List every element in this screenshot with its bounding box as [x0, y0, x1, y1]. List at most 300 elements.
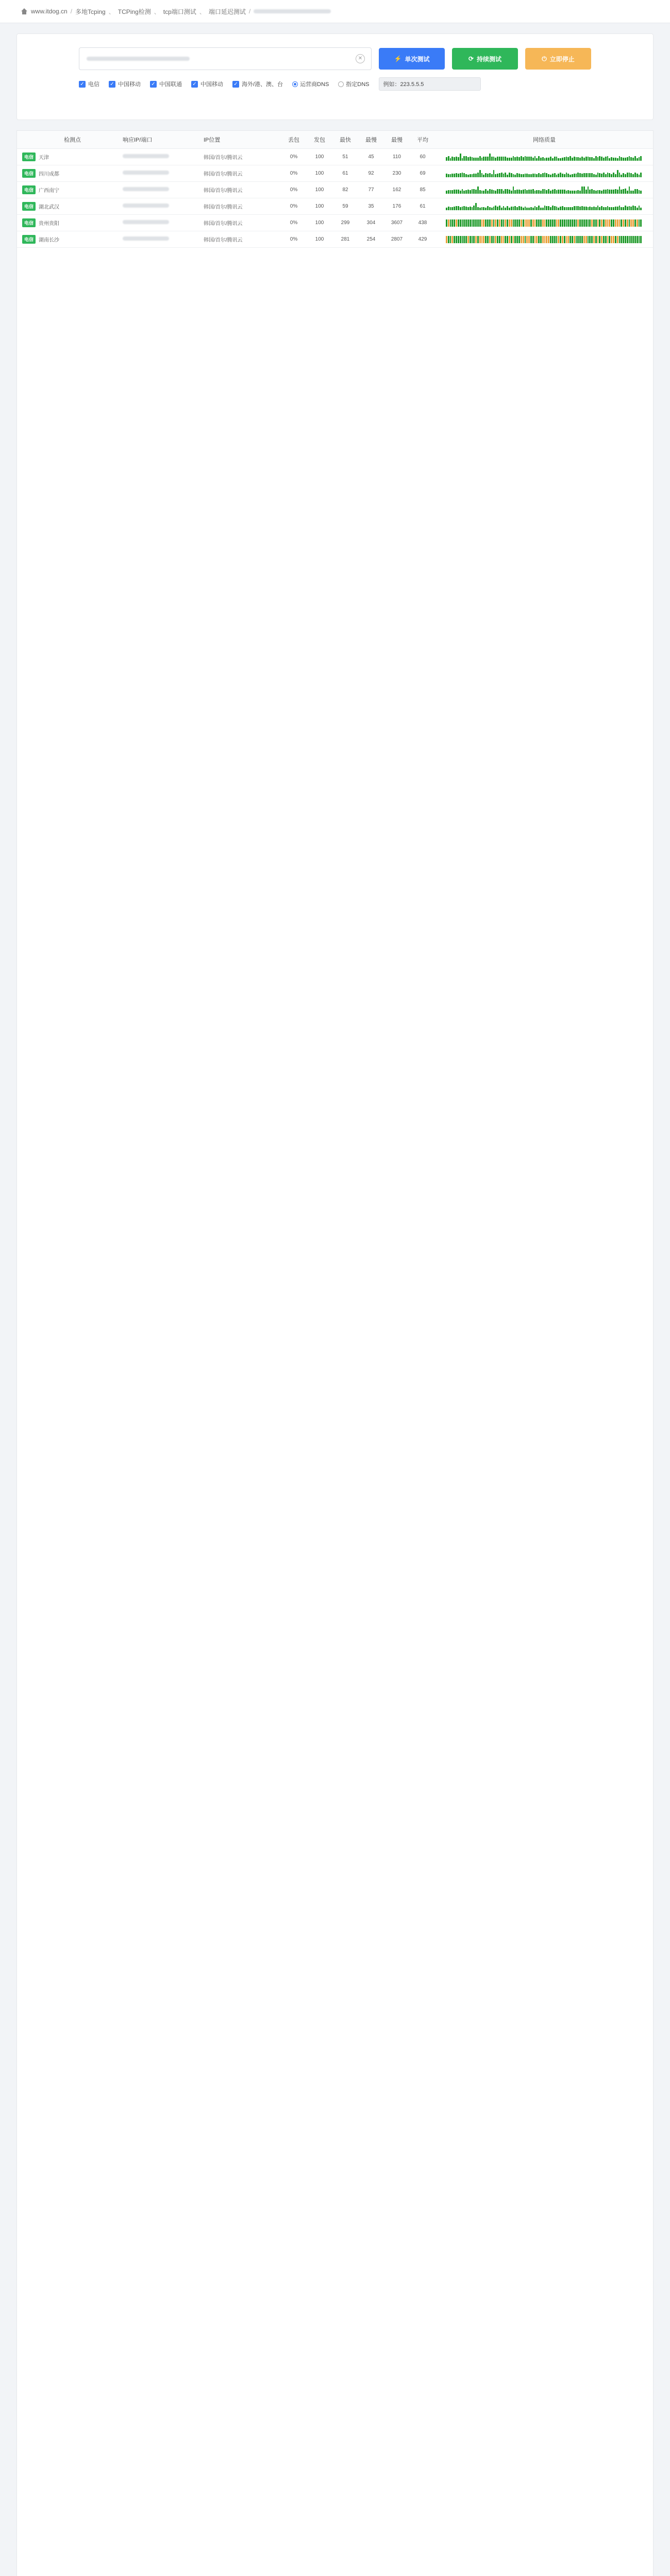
quality-bar — [493, 170, 495, 177]
quality-bar — [558, 208, 559, 210]
breadcrumb-item[interactable]: TCPing检测 — [118, 8, 151, 15]
quality-bar — [554, 157, 556, 160]
quality-bar — [521, 236, 522, 243]
quality-bar — [511, 173, 512, 177]
table-row — [17, 198, 653, 215]
quality-bar — [611, 236, 612, 243]
check-unicom[interactable]: ✓ 中国联通 — [150, 80, 182, 88]
quality-bar — [507, 158, 508, 160]
quality-bar — [513, 207, 514, 210]
quality-bar — [619, 173, 621, 177]
check-overseas[interactable]: ✓ 海外/港、澳、台 — [232, 80, 283, 88]
quality-bar — [503, 206, 505, 210]
quality-bar — [516, 236, 518, 243]
quality-bar — [627, 207, 628, 210]
quality-bar — [521, 156, 522, 160]
quality-bar — [589, 207, 591, 210]
quality-bar — [601, 174, 602, 177]
quality-bar — [566, 207, 567, 210]
node-cell — [17, 235, 123, 244]
quality-bar — [579, 173, 581, 177]
quality-bar — [472, 174, 473, 177]
col-average: 平均 — [417, 137, 428, 143]
quality-bar — [501, 173, 502, 177]
quality-bar — [467, 175, 469, 177]
fastest-cell: 281 — [341, 236, 350, 242]
quality-bar — [599, 236, 600, 243]
quality-bar — [503, 191, 505, 194]
quality-bar — [487, 236, 489, 243]
quality-bar — [562, 174, 563, 177]
quality-bar — [467, 190, 469, 194]
quality-bar — [566, 191, 567, 193]
refresh-icon: ⟳ — [468, 55, 474, 62]
quality-bar — [513, 236, 514, 243]
quality-bar — [634, 189, 636, 193]
quality-bar — [558, 236, 559, 243]
quality-bar — [507, 219, 508, 227]
quality-bar — [548, 236, 549, 243]
quality-bar — [603, 190, 605, 193]
quality-bar — [523, 236, 524, 243]
quality-bar — [451, 236, 453, 243]
quality-bar — [497, 219, 498, 227]
quality-bar — [448, 156, 449, 160]
quality-bar — [473, 236, 475, 243]
quality-bar — [597, 157, 599, 160]
quality-bar — [615, 207, 616, 210]
quality-bar — [619, 206, 621, 210]
quality-bar — [477, 219, 479, 227]
quality-bar — [607, 156, 609, 160]
quality-bar — [591, 207, 593, 210]
quality-bar — [470, 219, 471, 227]
quality-bar — [560, 173, 561, 177]
quality-bar — [530, 157, 532, 160]
quality-bar — [640, 219, 642, 227]
quality-bar — [514, 206, 516, 210]
breadcrumb-item[interactable]: 端口延迟测试 — [208, 8, 246, 15]
continuous-test-button[interactable]: ⟳ 持续测试 — [452, 48, 518, 70]
loss-cell: 0% — [290, 187, 298, 193]
node-name: 四川成都 — [39, 172, 60, 177]
quality-bar — [499, 206, 500, 210]
quality-bar — [567, 236, 569, 243]
quality-bar — [530, 236, 532, 243]
quality-bar — [572, 219, 573, 227]
radio-default-dns[interactable]: 运营商DNS — [292, 80, 329, 88]
quality-bar — [503, 219, 505, 227]
quality-bar — [550, 207, 551, 210]
check-mobile-2[interactable]: ✓ 中国移动 — [191, 80, 223, 88]
quality-bar — [483, 157, 484, 161]
quality-bar — [465, 236, 467, 243]
quality-bar — [569, 191, 571, 193]
quality-bar — [448, 190, 449, 194]
quality-bar — [560, 236, 561, 243]
quality-bar — [603, 158, 605, 160]
ip-blurred — [123, 236, 169, 241]
quality-bar — [473, 174, 475, 177]
quality-bar — [585, 236, 587, 243]
quality-bar — [525, 236, 526, 243]
quality-bar — [544, 173, 546, 177]
breadcrumb-item[interactable]: tcp端口测试 — [163, 8, 196, 15]
quality-bar — [607, 189, 609, 193]
quality-bar — [534, 206, 536, 210]
quality-bar — [548, 206, 549, 210]
quality-bar — [599, 219, 600, 227]
quality-bar — [465, 190, 467, 193]
radio-custom-dns[interactable]: 指定DNS — [338, 80, 369, 88]
breadcrumb-sep: 、 — [199, 8, 206, 15]
node-cell — [17, 218, 123, 227]
quality-bar — [458, 157, 459, 160]
quality-bar — [467, 157, 469, 160]
ip-blurred — [123, 187, 169, 191]
quality-bar — [526, 190, 528, 193]
quality-bar — [574, 157, 575, 160]
quality-bar — [503, 174, 505, 177]
quality-bar — [627, 219, 628, 227]
quality-bar — [630, 173, 632, 177]
quality-bar — [562, 158, 563, 160]
quality-bar — [567, 219, 569, 227]
quality-bar — [454, 157, 455, 161]
quality-bar — [554, 219, 556, 227]
quality-bar — [588, 219, 589, 227]
quality-bar — [574, 236, 575, 243]
quality-bar — [630, 236, 632, 243]
quality-bar — [521, 219, 522, 227]
quality-sparkline — [446, 203, 643, 210]
quality-bar — [609, 173, 610, 177]
quality-bar — [536, 190, 538, 193]
quality-bar — [552, 236, 554, 243]
ip-cell — [123, 236, 204, 242]
quality-bar — [491, 208, 493, 210]
quality-bar — [607, 219, 609, 227]
quality-bar — [611, 207, 612, 210]
checkbox-icon: ✓ — [109, 81, 115, 88]
quality-bar — [613, 190, 614, 194]
quality-bar — [485, 157, 487, 160]
quality-bar — [550, 191, 551, 194]
quality-bar — [550, 157, 551, 161]
quality-bar — [460, 207, 461, 210]
quality-bar — [629, 219, 630, 227]
quality-bar — [632, 206, 634, 210]
fastest-cell: 59 — [342, 204, 348, 209]
quality-bar — [576, 174, 577, 177]
quality-bar — [446, 191, 447, 194]
quality-bar — [540, 191, 542, 194]
quality-bar — [572, 174, 573, 177]
quality-bar — [617, 219, 618, 227]
quality-bar — [593, 174, 595, 177]
quality-bar — [475, 219, 477, 227]
check-mobile[interactable]: ✓ 中国移动 — [109, 80, 141, 88]
quality-bar — [532, 219, 534, 227]
quality-bar — [513, 156, 514, 160]
quality-bar — [593, 190, 595, 194]
quality-bar — [493, 219, 495, 227]
quality-bar — [627, 191, 628, 194]
quality-bar — [481, 173, 483, 177]
quality-bar — [501, 157, 502, 160]
quality-bar — [576, 191, 577, 194]
quality-bar — [552, 206, 554, 210]
quality-sparkline — [446, 236, 643, 243]
quality-bar — [509, 236, 510, 243]
check-telecom[interactable]: ✓ 电信 — [79, 80, 99, 88]
quality-bar — [623, 173, 624, 177]
quality-bar — [564, 157, 565, 161]
quality-bar — [585, 219, 587, 227]
breadcrumb-sep: / — [248, 8, 251, 15]
slowest-2-cell: 176 — [392, 204, 401, 209]
quality-bar — [585, 157, 587, 161]
quality-bar — [567, 190, 569, 194]
quality-bar — [465, 174, 467, 177]
quality-bar — [479, 170, 481, 177]
quality-bar — [505, 208, 506, 210]
table-row — [17, 182, 653, 198]
quality-bar — [528, 157, 530, 161]
quality-bar — [619, 187, 621, 194]
quality-bar — [448, 174, 449, 177]
target-input[interactable] — [79, 47, 372, 70]
quality-bar — [609, 219, 610, 227]
quality-bar — [562, 219, 563, 227]
quality-bar — [617, 170, 618, 177]
quality-bar — [579, 236, 581, 243]
quality-bar — [544, 206, 546, 210]
quality-bar — [481, 158, 483, 161]
isp-badge: 电信 — [22, 202, 36, 211]
quality-bar — [516, 219, 518, 227]
quality-bar — [513, 219, 514, 227]
quality-bar — [589, 173, 591, 177]
quality-bar — [569, 175, 571, 177]
quality-bar — [632, 174, 634, 177]
quality-bar — [577, 173, 579, 177]
breadcrumb-item[interactable]: 多地Tcping — [75, 8, 106, 15]
quality-bar — [619, 156, 621, 160]
quality-bar — [588, 236, 589, 243]
quality-bar — [542, 236, 544, 243]
quality-bar — [507, 206, 508, 210]
quality-bar — [629, 236, 630, 243]
quality-bar — [446, 157, 447, 161]
quality-bar — [501, 219, 502, 227]
quality-bar — [495, 191, 496, 193]
quality-bar — [603, 173, 605, 177]
quality-bar — [462, 207, 463, 210]
quality-bar — [536, 158, 538, 161]
quality-bar — [528, 219, 530, 227]
quality-bar — [595, 175, 597, 177]
node-cell — [17, 202, 123, 211]
quality-bar — [489, 207, 491, 210]
quality-bar — [585, 173, 587, 177]
quality-bar — [450, 236, 451, 243]
quality-bar — [507, 175, 508, 177]
quality-bar — [609, 207, 610, 210]
quality-bar — [576, 236, 577, 243]
quality-bar — [481, 236, 483, 243]
quality-bar — [544, 158, 546, 161]
quality-bar — [621, 157, 622, 160]
quality-bar — [491, 174, 493, 177]
quality-bar — [456, 236, 457, 243]
quality-bar — [566, 157, 567, 161]
quality-bar — [456, 173, 457, 177]
quality-bar — [514, 236, 516, 243]
quality-bar — [525, 174, 526, 177]
quality-bar — [503, 236, 505, 243]
quality-bar — [511, 191, 512, 193]
quality-bar — [463, 206, 465, 210]
single-test-button[interactable]: ⚡ 单次测试 — [379, 48, 445, 70]
quality-bar — [566, 236, 567, 243]
col-loss: 丢包 — [288, 137, 299, 143]
quality-bar — [462, 173, 463, 177]
quality-bar — [495, 236, 496, 243]
quality-bar — [514, 157, 516, 161]
quality-bar — [639, 206, 640, 210]
quality-bar — [615, 158, 616, 161]
slowest-2-cell: 230 — [392, 171, 401, 176]
quality-bar — [487, 219, 489, 227]
quality-bar — [470, 236, 471, 243]
radio-on-icon — [292, 81, 298, 87]
quality-bar — [479, 208, 481, 210]
quality-bar — [605, 190, 607, 194]
quality-bar — [540, 219, 542, 227]
quality-bar — [639, 236, 640, 243]
quality-bar — [450, 207, 451, 210]
col-location: IP位置 — [204, 137, 221, 143]
quality-bar — [588, 187, 589, 194]
quality-bar — [446, 236, 447, 243]
quality-bar — [566, 219, 567, 227]
quality-bar — [621, 190, 622, 193]
quality-bar — [605, 174, 607, 177]
quality-bar — [581, 157, 583, 161]
quality-bar — [450, 174, 451, 177]
quality-bar — [454, 207, 455, 210]
node-name: 广西南宁 — [39, 188, 60, 194]
quality-bar — [636, 174, 638, 177]
clear-icon[interactable]: ✕ — [356, 54, 365, 63]
quality-bar — [617, 190, 618, 194]
slowest-2-cell: 2807 — [391, 236, 403, 242]
quality-bar — [451, 219, 453, 227]
ip-cell — [123, 154, 204, 160]
quality-bar — [627, 236, 628, 243]
quality-bar — [577, 190, 579, 194]
quality-bar — [552, 190, 554, 194]
quality-bar — [454, 219, 455, 227]
breadcrumb-home[interactable]: www.itdog.cn — [31, 8, 68, 15]
quality-bar — [629, 206, 630, 210]
quality-bar — [621, 175, 622, 177]
quality-bar — [465, 156, 467, 160]
quality-bar — [625, 174, 626, 177]
slowest-2-cell: 3607 — [391, 220, 403, 226]
quality-bar — [534, 174, 536, 177]
quality-bar — [525, 156, 526, 160]
quality-bar — [477, 173, 479, 177]
quality-bar — [523, 208, 524, 210]
quality-bar — [489, 219, 491, 227]
quality-bar — [546, 206, 547, 210]
quality-cell — [435, 203, 653, 210]
quality-bar — [562, 236, 563, 243]
quality-bar — [475, 174, 477, 177]
quality-bar — [634, 236, 636, 243]
quality-bar — [458, 190, 459, 194]
quality-bar — [629, 173, 630, 177]
quality-bar — [511, 207, 512, 210]
quality-bar — [615, 174, 616, 177]
quality-bar — [485, 208, 487, 210]
quality-bar — [546, 236, 547, 243]
quality-bar — [574, 174, 575, 177]
breadcrumb-sep: 、 — [108, 8, 115, 15]
quality-bar — [542, 157, 544, 161]
quality-sparkline — [446, 170, 643, 177]
quality-bar — [625, 189, 626, 193]
quality-bar — [581, 219, 583, 227]
quality-bar — [572, 158, 573, 160]
quality-bar — [497, 236, 498, 243]
quality-bar — [609, 236, 610, 243]
quality-bar — [591, 157, 593, 160]
quality-bar — [505, 189, 506, 194]
stop-button[interactable]: ⏻ 立即停止 — [525, 48, 591, 70]
quality-bar — [593, 236, 595, 243]
ip-cell — [123, 187, 204, 193]
quality-bar — [611, 157, 612, 161]
quality-bar — [558, 190, 559, 194]
quality-bar — [451, 157, 453, 160]
quality-bar — [518, 219, 520, 227]
quality-bar — [530, 207, 532, 210]
quality-bar — [627, 157, 628, 161]
quality-bar — [615, 189, 616, 193]
isp-badge: 电信 — [22, 169, 36, 178]
quality-bar — [621, 207, 622, 210]
quality-bar — [595, 156, 597, 160]
node-name: 天津 — [39, 155, 49, 161]
quality-bar — [526, 236, 528, 243]
target-input-blurred — [87, 57, 190, 61]
quality-bar — [540, 158, 542, 161]
quality-bar — [601, 219, 602, 227]
quality-bar — [483, 191, 484, 194]
checkbox-icon: ✓ — [191, 81, 198, 88]
quality-bar — [623, 158, 624, 161]
quality-bar — [540, 174, 542, 177]
quality-bar — [521, 207, 522, 210]
quality-bar — [472, 207, 473, 210]
quality-bar — [556, 207, 558, 210]
dns-input[interactable]: 例如：223.5.5.5 — [379, 77, 481, 91]
quality-bar — [454, 190, 455, 193]
quality-bar — [540, 208, 542, 210]
